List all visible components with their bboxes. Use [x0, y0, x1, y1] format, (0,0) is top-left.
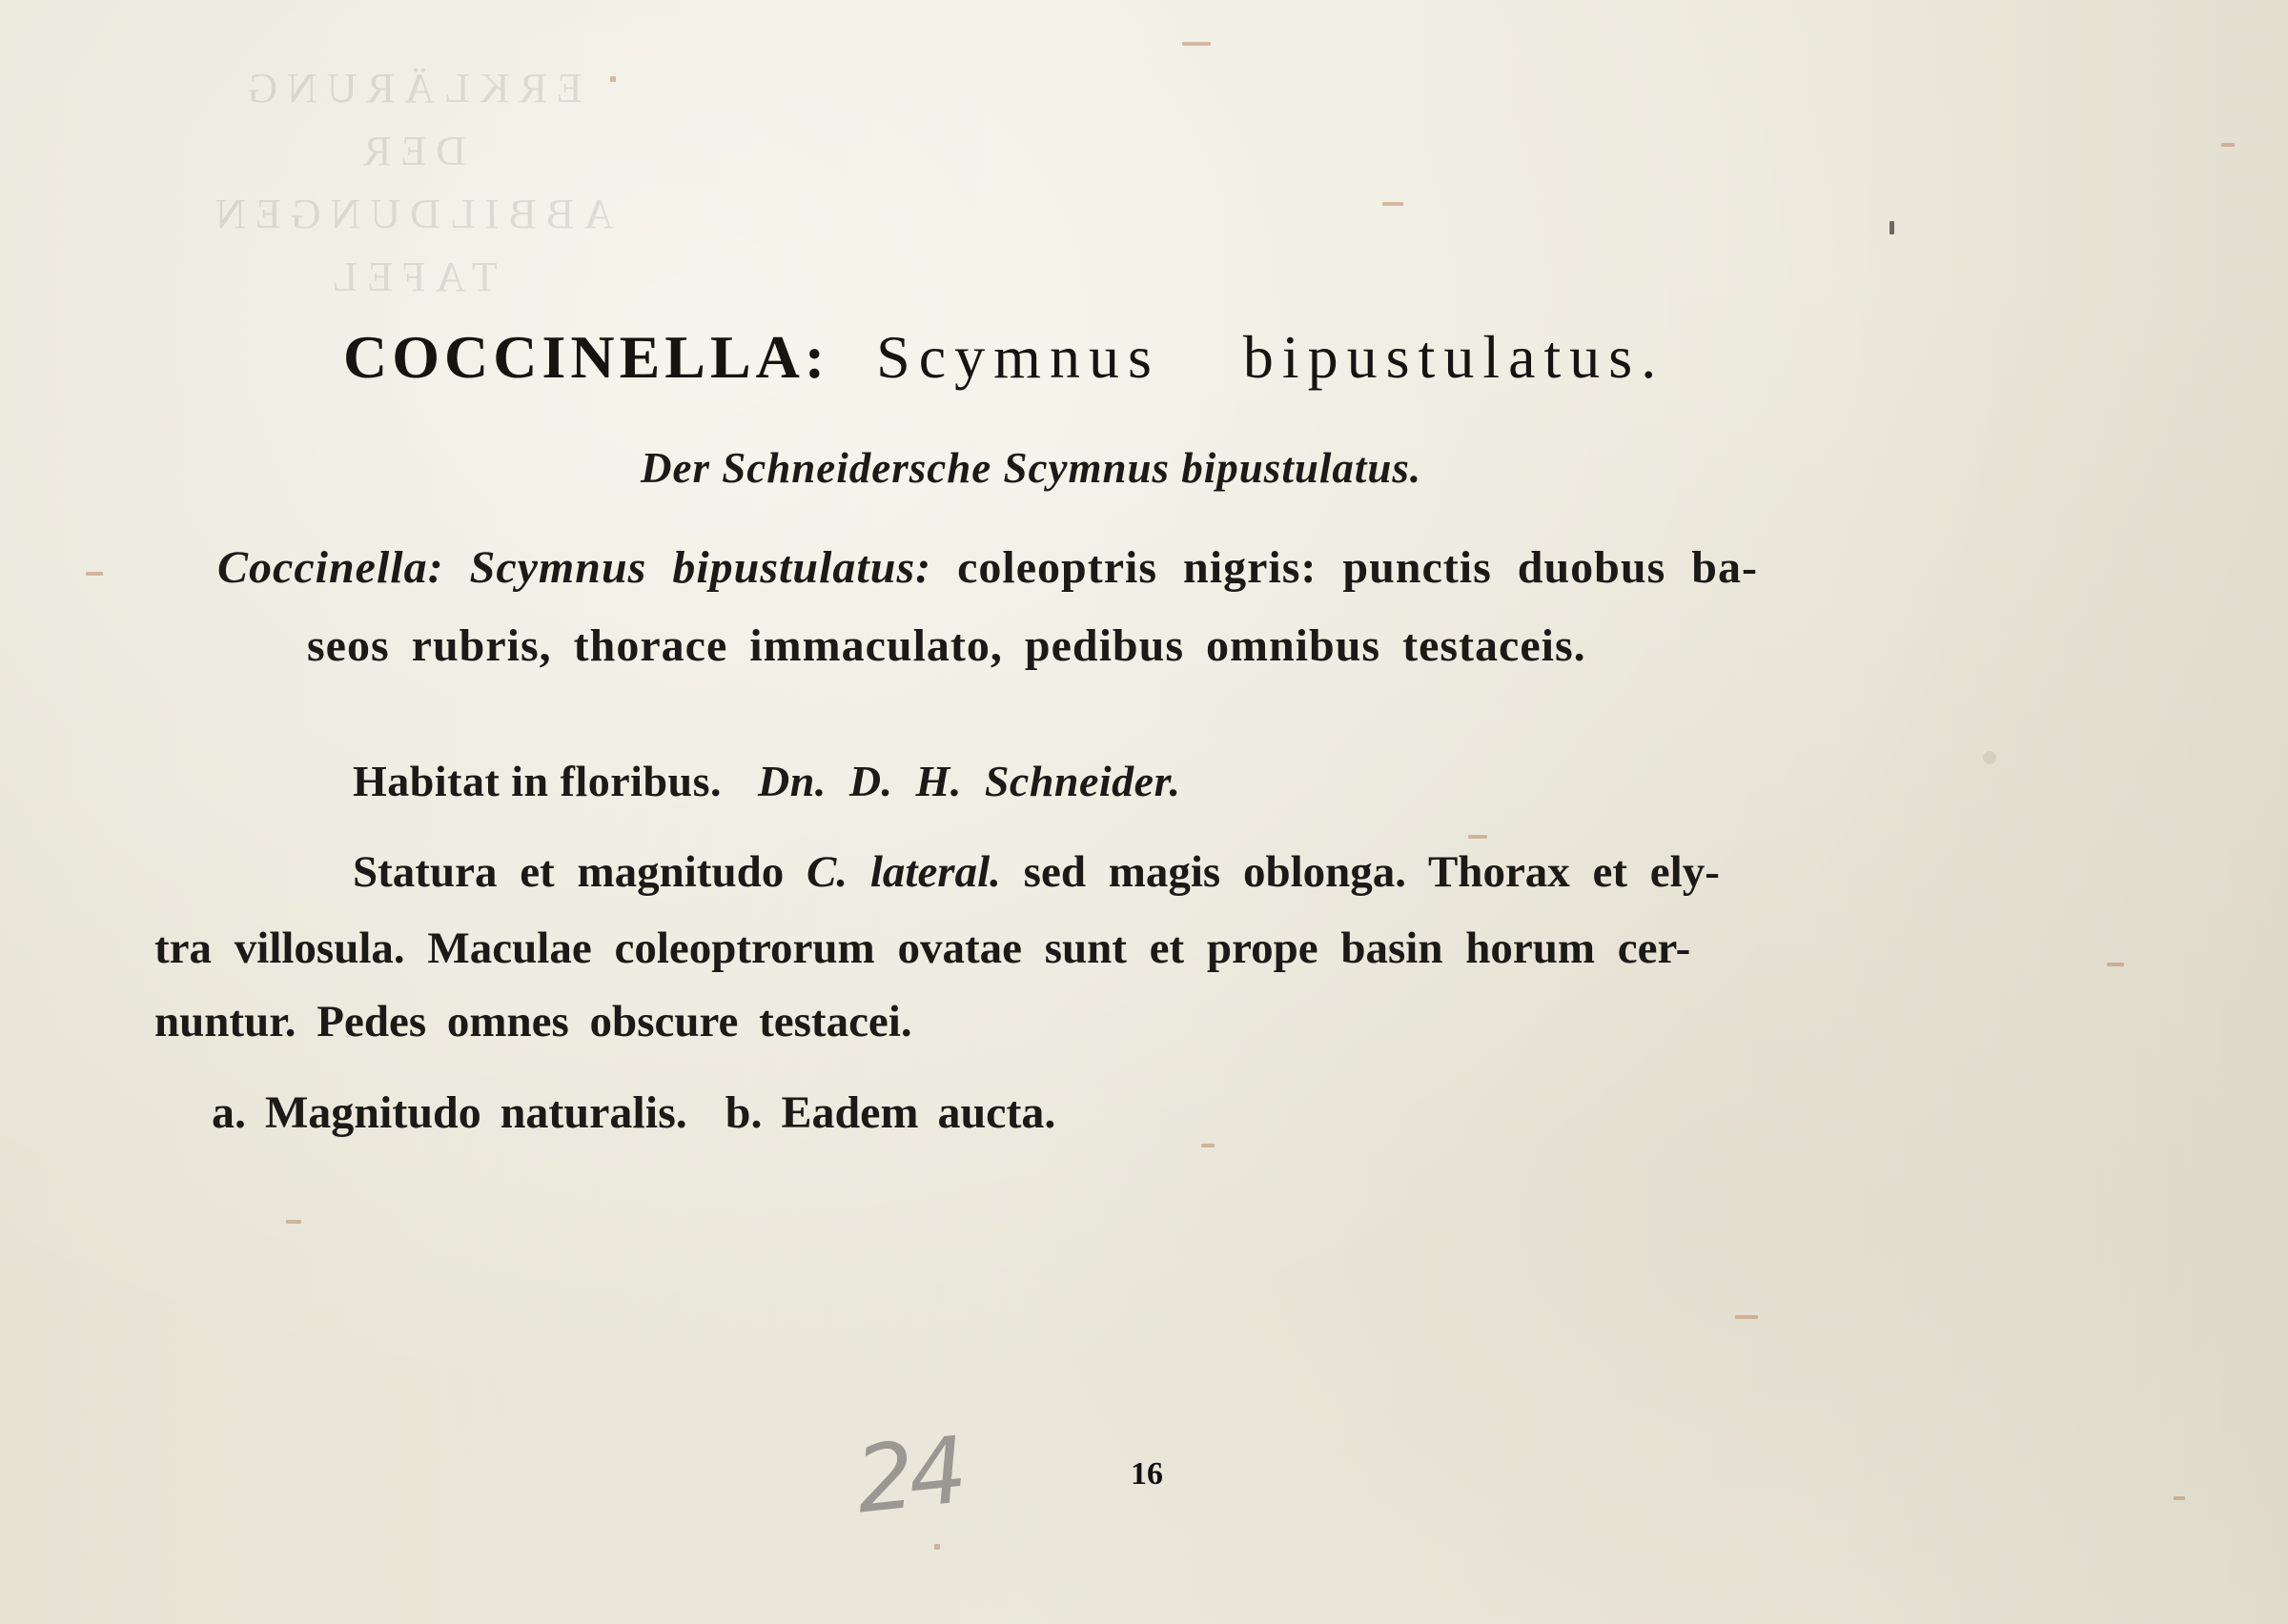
paper-fleck [1182, 42, 1211, 46]
show-through-text: ERKLÄRUNG DER ABBILDUNGEN TAFEL [206, 65, 614, 300]
description-end: sed magis oblonga. Thorax et ely- [1023, 847, 1720, 897]
habitat-line [353, 756, 1180, 806]
paper-fleck [286, 1220, 301, 1224]
paper-fleck [1735, 1315, 1758, 1319]
paper-fleck [2174, 1496, 2185, 1500]
description-start: Statura et magnitudo [353, 847, 785, 897]
habitat-text: Habitat in floribus. [353, 757, 723, 805]
paper-fleck [934, 1544, 940, 1550]
title-genus: COCCINELLA: [343, 323, 830, 391]
paper-fleck [1890, 221, 1894, 234]
german-subtitle: Der Schneidersche Scymnus bipustulatus. [641, 444, 1422, 492]
description-line-1 [353, 846, 1720, 898]
paper-fleck [1201, 1144, 1215, 1147]
diagnosis-line-1 [217, 541, 1758, 594]
paper-fleck [2107, 963, 2124, 966]
description-line-2: tra villosula. Maculae coleoptrorum ovatae sunt et prope basin horum cer- [154, 924, 1691, 973]
paper-fleck [86, 572, 103, 576]
title-species: Scymnus bipustulatus. [876, 323, 1665, 391]
paper-fleck [1382, 202, 1403, 206]
habitat-authority: Dn. D. H. Schneider. [758, 757, 1181, 805]
diagnosis-name: Coccinella: Scymnus bipustulatus: [217, 542, 932, 593]
paper-fleck [1468, 835, 1487, 839]
paper-fleck [1983, 751, 1996, 764]
diagnosis-text: coleoptris nigris: punctis duobus ba- [957, 542, 1758, 593]
description-line-3: nuntur. Pedes omnes obscure testacei. [154, 997, 912, 1046]
caption-b: b. Eadem aucta. [725, 1087, 1056, 1138]
caption-a: a. Magnitudo naturalis. [212, 1087, 687, 1138]
plate-title [343, 322, 1665, 393]
page-number: 16 [1131, 1456, 1163, 1492]
paper-fleck [610, 76, 616, 82]
figure-caption [212, 1086, 1055, 1139]
diagnosis-line-2: seos rubris, thorace immaculato, pedibus omnibus testaceis. [307, 620, 1586, 671]
paper-fleck [2221, 143, 2235, 147]
pencil-annotation: 24 [850, 1416, 967, 1534]
description-reference: C. lateral. [806, 847, 1001, 897]
